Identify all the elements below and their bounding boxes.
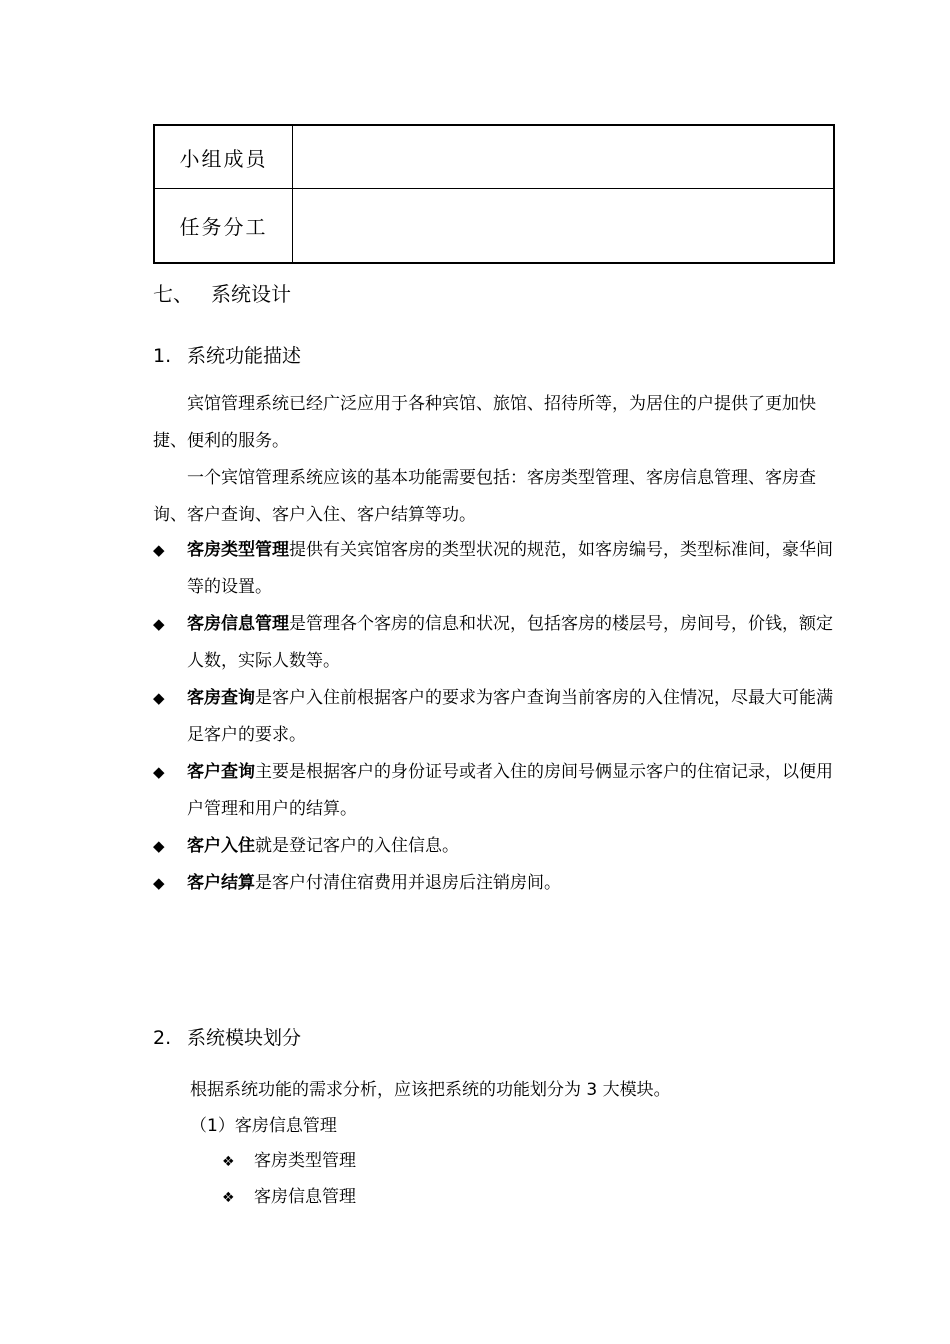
- table-row: [154, 189, 834, 263]
- section-title: 系统设计: [211, 282, 291, 306]
- feature-text: 是客户入住前根据客户的要求为客户查询当前客房的入住情况，尽最大可能满足客户的要求。: [187, 688, 833, 745]
- task-division-value: [293, 189, 835, 263]
- feature-text: 主要是根据客户的身份证号或者入住的房间号俩显示客户的住宿记录，以便用户管理和用户的结算。: [187, 762, 833, 819]
- list-item: [153, 606, 833, 680]
- list-item: [153, 680, 833, 754]
- section-heading: [153, 278, 291, 307]
- diamond-bullet-icon: ◆: [153, 615, 165, 633]
- list-item: [153, 865, 833, 902]
- feature-text: 提供有关宾馆客房的类型状况的规范，如客房编号，类型标准间，豪华间等的设置。: [187, 540, 833, 597]
- diamond-bullet-icon: ◆: [153, 689, 165, 707]
- subsection-title: 系统模块划分: [187, 1027, 302, 1049]
- subsection-number: 2.: [153, 1027, 172, 1049]
- feature-term: 客户入住: [187, 836, 255, 856]
- module-group-label: （1）客房信息管理: [190, 1116, 337, 1136]
- list-item: [222, 1182, 356, 1207]
- feature-text: 是管理各个客房的信息和状况，包括客房的楼层号，房间号，价钱，额定人数，实际人数等。: [187, 614, 833, 671]
- feature-term: 客户查询: [187, 762, 255, 782]
- task-division-label: 任务分工: [154, 189, 293, 263]
- list-item: [153, 754, 833, 828]
- diamond-bullet-icon: ◆: [153, 763, 165, 781]
- module-intro: 根据系统功能的需求分析，应该把系统的功能划分为 3 大模块。: [190, 1080, 671, 1100]
- members-label: 小组成员: [154, 125, 293, 189]
- paragraph-functions: 一个宾馆管理系统应该的基本功能需要包括：客房类型管理、客房信息管理、客房查询、客户查询、客户入住、客户结算等功。: [153, 468, 816, 525]
- member-info-table: [153, 124, 835, 264]
- list-item: [153, 828, 833, 865]
- table-row: [154, 125, 834, 189]
- subsection-title: 系统功能描述: [187, 345, 302, 367]
- list-item: [222, 1146, 356, 1171]
- subsection-number: 1.: [153, 345, 172, 367]
- diamond-bullet-icon: ◆: [153, 874, 165, 892]
- feature-term: 客房类型管理: [187, 540, 289, 560]
- feature-text: 是客户付清住宿费用并退房后注销房间。: [255, 873, 561, 893]
- diamond-star-icon: ❖: [222, 1154, 235, 1170]
- diamond-star-icon: ❖: [222, 1190, 235, 1206]
- feature-term: 客房查询: [187, 688, 255, 708]
- feature-term: 客房信息管理: [187, 614, 289, 634]
- section-number: 七、: [153, 282, 193, 306]
- feature-list: [153, 532, 833, 902]
- module-item: 客房类型管理: [254, 1151, 356, 1171]
- feature-text: 就是登记客户的入住信息。: [255, 836, 459, 856]
- paragraph-intro: 宾馆管理系统已经广泛应用于各种宾馆、旅馆、招待所等，为居住的户提供了更加快捷、便利的服务。: [153, 394, 816, 451]
- diamond-bullet-icon: ◆: [153, 837, 165, 855]
- subsection-heading-1: [153, 341, 301, 368]
- list-item: [153, 532, 833, 606]
- feature-term: 客户结算: [187, 873, 255, 893]
- subsection-heading-2: [153, 1023, 301, 1050]
- diamond-bullet-icon: ◆: [153, 541, 165, 559]
- members-value: [293, 125, 835, 189]
- module-item: 客房信息管理: [254, 1187, 356, 1207]
